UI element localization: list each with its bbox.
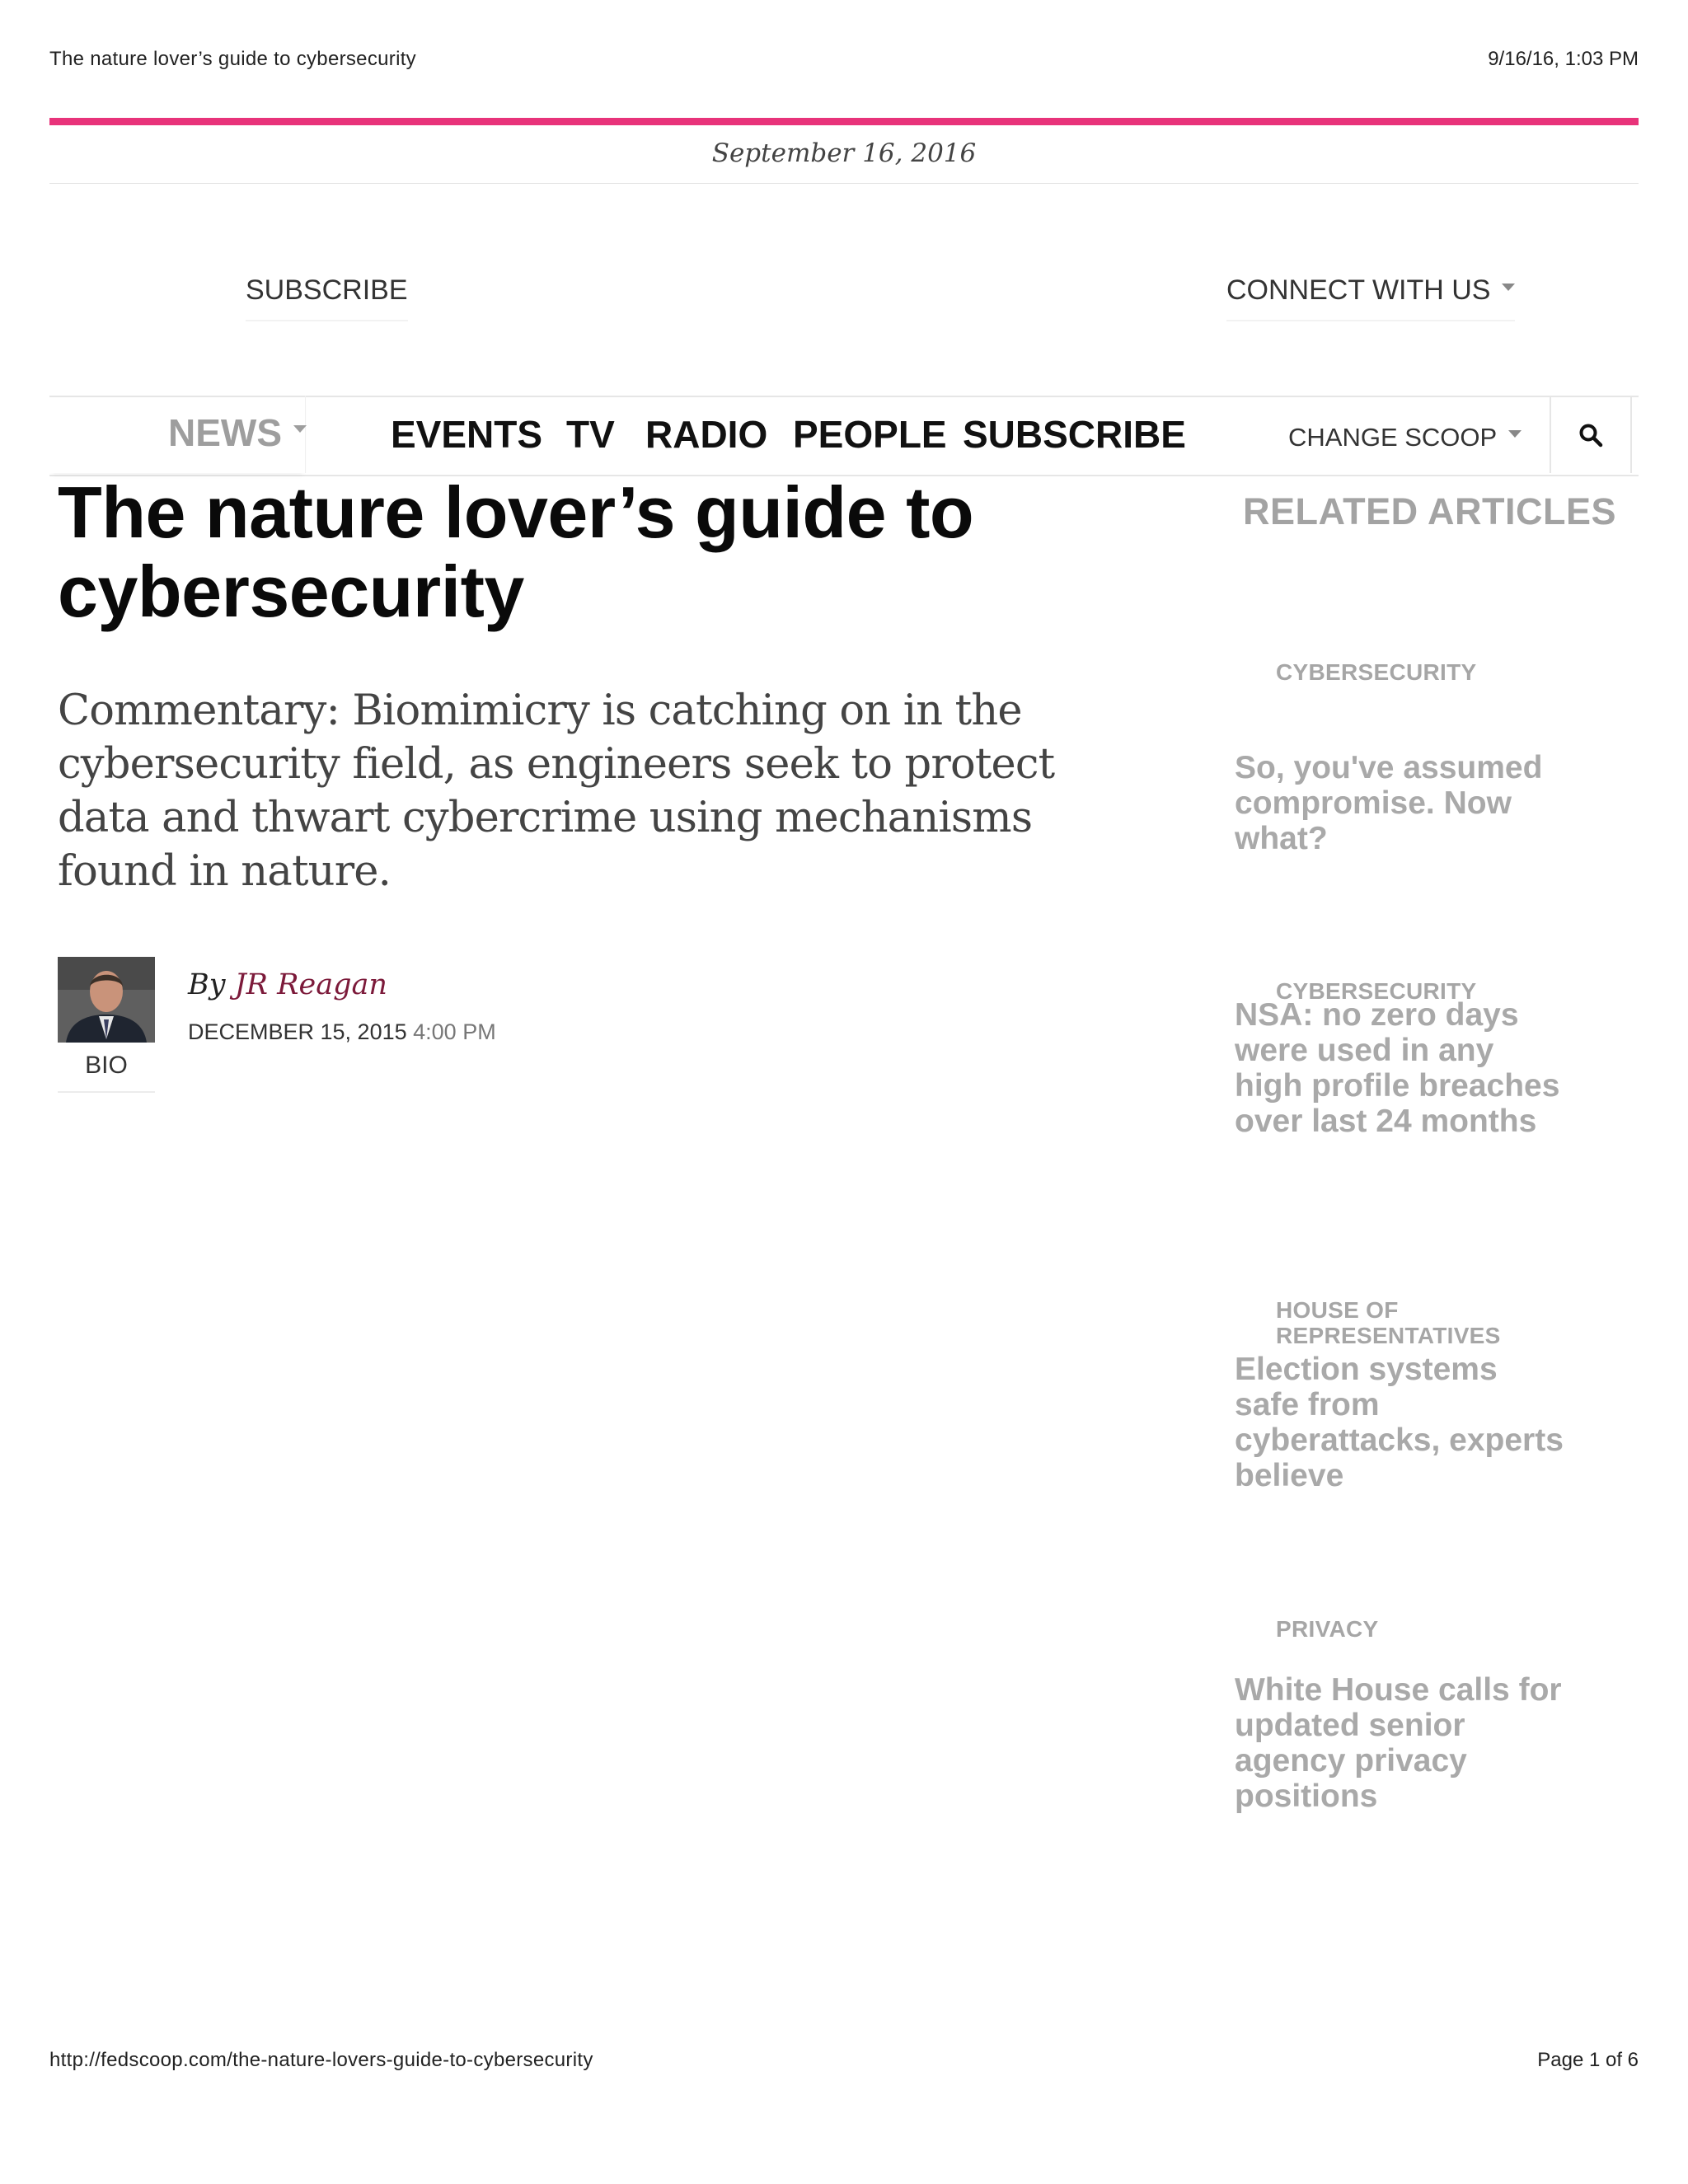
author-bio-link[interactable]: BIO xyxy=(58,1052,155,1093)
search-button[interactable] xyxy=(1550,397,1632,473)
nav-news-label: NEWS xyxy=(168,411,282,454)
print-footer-url: http://fedscoop.com/the-nature-lovers-guide-to-cybersecurity xyxy=(49,2049,593,2071)
article-dek: Commentary: Biomimicry is catching on in the cybersecurity field, as engineers seek to protect data and thwart cybercrime using mechanisms found in nature. xyxy=(58,687,1055,896)
subscribe-label: SUBSCRIBE xyxy=(246,274,408,306)
related-category-link[interactable]: CYBERSECURITY xyxy=(1276,978,1477,1004)
nav-item-people[interactable]: PEOPLE xyxy=(793,413,947,456)
author-photo-icon xyxy=(58,957,155,1043)
related-article-link[interactable]: NSA: no zero days were used in any high profile breaches over last 24 months xyxy=(1235,997,1560,1139)
nav-item-tv[interactable]: TV xyxy=(566,413,615,456)
print-footer-page-number: Page 1 of 6 xyxy=(1537,2049,1639,2071)
byline-prefix: By xyxy=(188,968,226,1001)
print-header-datetime: 9/16/16, 1:03 PM xyxy=(1488,48,1639,70)
nav-news-dropdown[interactable] xyxy=(168,410,307,455)
article-headline: The nature lover’s guide to cybersecurity xyxy=(58,471,974,632)
related-articles-heading: RELATED ARTICLES xyxy=(1243,490,1616,532)
change-scoop-label: CHANGE SCOOP xyxy=(1288,423,1498,452)
caret-down-icon xyxy=(1502,284,1515,291)
change-scoop-dropdown[interactable] xyxy=(1288,423,1522,452)
current-date: September 16, 2016 xyxy=(711,138,977,168)
nav-item-radio[interactable]: RADIO xyxy=(645,413,768,456)
connect-with-us-dropdown[interactable] xyxy=(1226,274,1515,321)
author-link[interactable]: JR Reagan xyxy=(234,968,387,1001)
caret-down-icon xyxy=(293,425,307,433)
print-header-title: The nature lover’s guide to cybersecurity xyxy=(49,48,416,70)
related-category-link[interactable]: CYBERSECURITY xyxy=(1276,659,1477,685)
connect-label: CONNECT WITH US xyxy=(1226,274,1491,306)
related-article-link[interactable]: So, you've assumed compromise. Now what? xyxy=(1235,750,1543,856)
publish-date: DECEMBER 15, 2015 xyxy=(188,1019,407,1044)
caret-down-icon xyxy=(1508,430,1522,438)
subscribe-link[interactable] xyxy=(246,274,408,321)
search-icon xyxy=(1578,423,1603,448)
publish-datetime xyxy=(188,1019,496,1045)
author-avatar[interactable] xyxy=(58,957,155,1043)
byline xyxy=(188,968,387,1001)
nav-item-subscribe[interactable]: SUBSCRIBE xyxy=(963,413,1186,456)
date-divider xyxy=(49,183,1639,184)
publish-time: 4:00 PM xyxy=(413,1019,496,1044)
related-article-link[interactable]: White House calls for updated senior agency privacy positions xyxy=(1235,1672,1562,1814)
related-category-link[interactable]: PRIVACY xyxy=(1276,1616,1379,1642)
related-article-link[interactable]: Election systems safe from cyberattacks, experts believe xyxy=(1235,1352,1564,1493)
related-category-link[interactable]: HOUSE OF REPRESENTATIVES xyxy=(1276,1297,1501,1348)
nav-item-events[interactable]: EVENTS xyxy=(391,413,543,456)
brand-accent-bar xyxy=(49,118,1639,125)
